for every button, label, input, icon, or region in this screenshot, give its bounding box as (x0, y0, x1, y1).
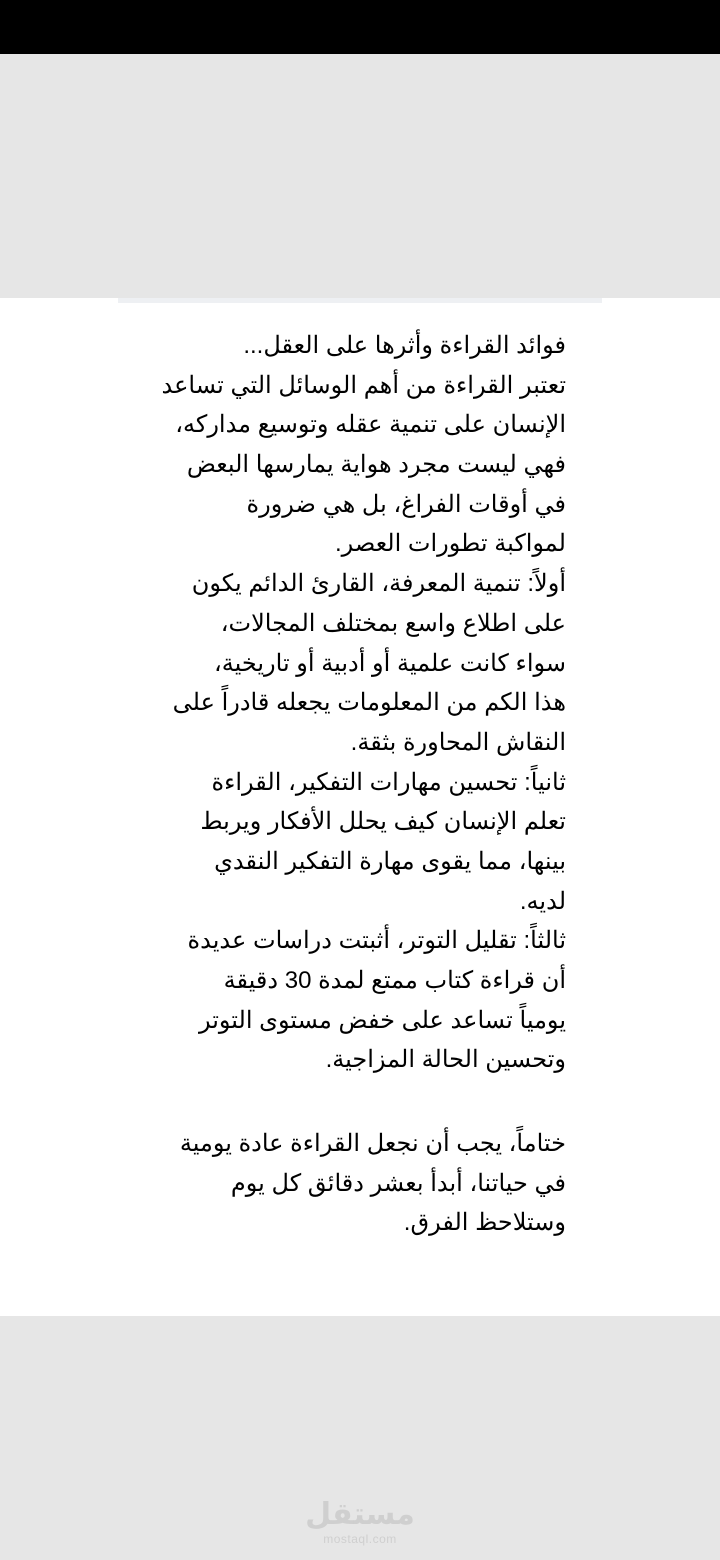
top-background (0, 54, 720, 298)
text-line: ثالثاً: تقليل التوتر، أثبتت دراسات عديدة (187, 927, 566, 955)
text-line: هذا الكم من المعلومات يجعله قادراً على (172, 689, 566, 717)
text-line: النقاش المحاورة بثقة. (350, 728, 566, 756)
text-line: لديه. (519, 887, 566, 915)
text-line: ثانياً: تحسين مهارات التفكير، القراءة (211, 768, 566, 796)
text-line: سواء كانت علمية أو أدبية أو تاريخية، (214, 649, 566, 677)
text-line: ختاماً، يجب أن نجعل القراءة عادة يومية (179, 1130, 566, 1158)
watermark-logo: مستقل (305, 1497, 415, 1532)
text-line: في حياتنا، أبدأ بعشر دقائق كل يوم (230, 1169, 566, 1197)
watermark-site: mostaql.com (323, 1532, 397, 1546)
text-line: في أوقات الفراغ، بل هي ضرورة (246, 490, 566, 518)
text-line: يومياً تساعد على خفض مستوى التوتر (198, 1006, 566, 1034)
text-line: لمواكبة تطورات العصر. (334, 530, 566, 558)
text-line: الإنسان على تنمية عقله وتوسيع مداركه، (175, 411, 566, 439)
text-line: أن قراءة كتاب ممتع لمدة 30 دقيقة (223, 967, 566, 994)
document-page (0, 298, 720, 1316)
text-line: على اطلاع واسع بمختلف المجالات، (220, 609, 566, 637)
blank-line (150, 1080, 566, 1124)
text-line: بينها، مما يقوى مهارة التفكير النقدي (214, 847, 566, 875)
text-line: أولاً: تنمية المعرفة، القارئ الدائم يكون (191, 570, 566, 598)
article-title: فوائد القراءة وأثرها على العقل... (243, 332, 566, 359)
text-line: تعتبر القراءة من أهم الوسائل التي تساعد (161, 371, 566, 399)
text-line: وتحسين الحالة المزاجية. (325, 1046, 566, 1074)
mostaql-watermark (300, 1498, 420, 1546)
article-text (150, 326, 566, 1243)
status-bar (0, 0, 720, 54)
text-line: تعلم الإنسان كيف يحلل الأفكار ويربط (200, 808, 566, 836)
text-line: فهي ليست مجرد هواية يمارسها البعض (186, 451, 566, 479)
page-top-edge (118, 298, 602, 303)
text-line: وستلاحظ الفرق. (403, 1209, 566, 1237)
